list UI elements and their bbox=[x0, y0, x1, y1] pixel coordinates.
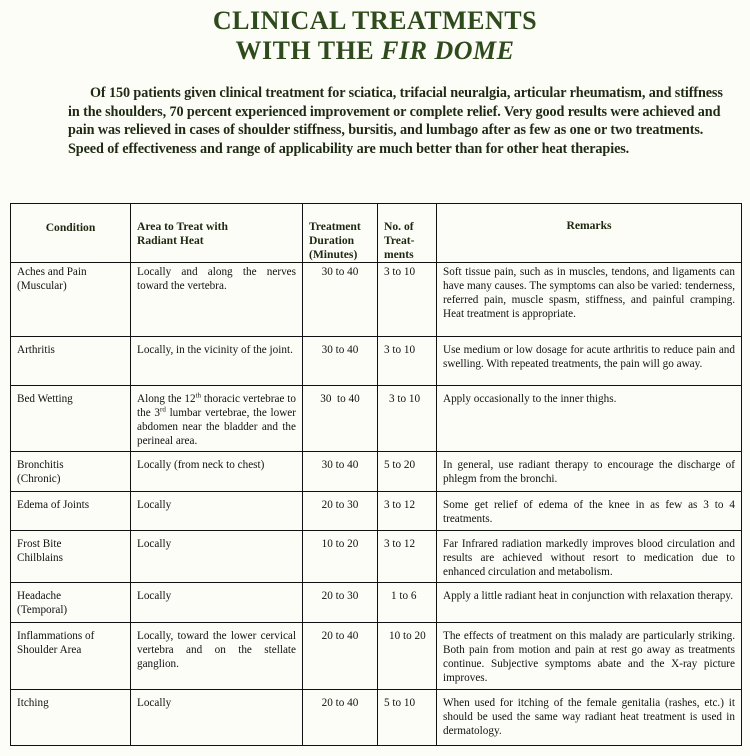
area-text-part-2: thoracic vertebrae to the 3 bbox=[137, 392, 296, 419]
cell-remarks: Use medium or low dosage for acute arthritis to reduce pain and swelling. With repeated treatments, the pain will go away. bbox=[437, 337, 742, 385]
table-row bbox=[11, 492, 742, 530]
cell-area bbox=[131, 385, 303, 451]
condition-line-2: Shoulder Area bbox=[17, 644, 82, 657]
cell-condition bbox=[11, 530, 131, 582]
cell-remarks: Soft tissue pain, such as in muscles, tendons, and ligaments can have many causes. The symptoms can also be varied: tenderness, referred pain, muscle spasm, stiffness, and painful cramping. Heat treatment is appropriate. bbox=[437, 263, 742, 337]
header-remarks-label: Remarks bbox=[566, 219, 612, 232]
cell-remarks: Apply a little radiant heat in conjunction with relaxation therapy. bbox=[437, 582, 742, 622]
cell-duration: 10 to 20 bbox=[303, 530, 378, 582]
cell-area: Locally, toward the lower cervical vertebra and on the stellate ganglion. bbox=[131, 623, 303, 689]
cell-treatments: 3 to 10 bbox=[378, 385, 437, 451]
header-number-line-2: Treat- bbox=[384, 234, 415, 247]
cell-remarks: Some get relief of edema of the knee in as few as 3 to 4 treatments. bbox=[437, 492, 742, 530]
cell-treatments: 3 to 12 bbox=[378, 530, 437, 582]
intro-paragraph: Of 150 patients given clinical treatment for sciatica, trifacial neuralgia, articular rheumatism, and stiffness in the shoulders, 70 percent experienced improvement or complete relief. Very good results were achieved and pain was relieved in cases of shoulder stiffness, bursitis, and lumbago after as few as one or two treatments. Speed of effectiveness and range of applicability are much better than for other heat therapies. bbox=[68, 85, 723, 157]
header-area-line-2: Radiant Heat bbox=[137, 234, 204, 247]
cell-treatments: 1 to 6 bbox=[378, 582, 437, 622]
cell-condition bbox=[11, 623, 131, 689]
cell-condition bbox=[11, 582, 131, 622]
cell-duration: 30 to 40 bbox=[303, 385, 378, 451]
cell-treatments: 5 to 10 bbox=[378, 689, 437, 745]
cell-duration: 20 to 40 bbox=[303, 689, 378, 745]
cell-duration: 20 to 40 bbox=[303, 623, 378, 689]
area-superscript-2: rd bbox=[160, 405, 166, 414]
header-area bbox=[131, 204, 303, 263]
page-title bbox=[0, 6, 750, 66]
cell-area: Locally and along the nerves toward the vertebra. bbox=[131, 263, 303, 337]
header-condition-label: Condition bbox=[45, 221, 96, 234]
condition-line-1: Itching bbox=[17, 696, 49, 709]
table-row bbox=[11, 263, 742, 337]
cell-area: Locally bbox=[131, 492, 303, 530]
title-product-name: FIR DOME bbox=[381, 36, 515, 65]
area-text-part-3: lumbar vertebrae, the lower abdomen near the bladder and the perineal area. bbox=[137, 406, 296, 447]
cell-area: Locally, in the vicinity of the joint. bbox=[131, 337, 303, 385]
cell-condition bbox=[11, 452, 131, 492]
treatments-table bbox=[10, 203, 742, 746]
condition-line-1: Frost Bite bbox=[17, 537, 62, 550]
cell-duration: 20 to 30 bbox=[303, 492, 378, 530]
cell-condition bbox=[11, 337, 131, 385]
condition-line-1: Headache bbox=[17, 589, 62, 602]
table-row bbox=[11, 582, 742, 622]
cell-duration: 30 to 40 bbox=[303, 263, 378, 337]
table-row bbox=[11, 385, 742, 451]
condition-line-2: Chilblains bbox=[17, 551, 63, 564]
cell-treatments: 10 to 20 bbox=[378, 623, 437, 689]
cell-remarks: The effects of treatment on this malady are particularly striking. Both pain from motion and pain at rest go away as treatments continue. Subjective symptoms abate and the X-ray picture improves. bbox=[437, 623, 742, 689]
condition-line-1: Bed Wetting bbox=[17, 392, 73, 405]
table-row bbox=[11, 452, 742, 492]
table-row bbox=[11, 337, 742, 385]
condition-line-1: Aches and Pain bbox=[17, 266, 87, 278]
condition-line-2: (Muscular) bbox=[17, 280, 67, 292]
cell-treatments: 3 to 12 bbox=[378, 492, 437, 530]
cell-treatments: 5 to 20 bbox=[378, 452, 437, 492]
cell-condition bbox=[11, 689, 131, 745]
cell-remarks: Far Infrared radiation markedly improves blood circulation and results are achieved without resort to medication due to enhanced circulation and metabolism. bbox=[437, 530, 742, 582]
cell-area: Locally bbox=[131, 530, 303, 582]
cell-duration: 20 to 30 bbox=[303, 582, 378, 622]
table-row bbox=[11, 623, 742, 689]
header-number-line-1: No. of bbox=[384, 220, 414, 233]
cell-duration: 30 to 40 bbox=[303, 337, 378, 385]
header-duration-line-3: (Minutes) bbox=[309, 248, 358, 261]
title-line-1: CLINICAL TREATMENTS bbox=[212, 6, 538, 35]
title-line-2-prefix: WITH THE bbox=[235, 36, 382, 65]
table-header-row bbox=[11, 204, 742, 263]
area-text-part-1: Along the 12 bbox=[137, 392, 196, 405]
header-remarks bbox=[437, 204, 742, 263]
condition-line-1: Inflammations of bbox=[17, 630, 95, 643]
header-number-line-3: ments bbox=[384, 248, 414, 261]
condition-line-1: Bronchitis bbox=[17, 459, 64, 472]
area-superscript-1: th bbox=[195, 391, 202, 400]
cell-duration: 30 to 40 bbox=[303, 452, 378, 492]
cell-treatments: 3 to 10 bbox=[378, 263, 437, 337]
condition-line-2: (Temporal) bbox=[17, 603, 68, 616]
condition-line-2: (Chronic) bbox=[17, 473, 61, 486]
header-duration-line-1: Treatment bbox=[309, 220, 361, 233]
cell-remarks: When used for itching of the female genitalia (rashes, etc.) it should be used the same way radiant heat treatment is used in dermatology. bbox=[437, 689, 742, 745]
cell-remarks: In general, use radiant therapy to encourage the discharge of phlegm from the bronchi. bbox=[437, 452, 742, 492]
header-area-line-1: Area to Treat with bbox=[137, 220, 228, 233]
header-duration-line-2: Duration bbox=[309, 234, 355, 247]
table-row bbox=[11, 689, 742, 745]
condition-line-1: Edema of Joints bbox=[17, 499, 90, 512]
header-duration bbox=[303, 204, 378, 263]
cell-area: Locally (from neck to chest) bbox=[131, 452, 303, 492]
cell-condition bbox=[11, 492, 131, 530]
header-condition bbox=[11, 204, 131, 263]
condition-line-1: Arthritis bbox=[17, 344, 55, 357]
title-line-2 bbox=[0, 36, 750, 66]
cell-area: Locally bbox=[131, 689, 303, 745]
cell-treatments: 3 to 10 bbox=[378, 337, 437, 385]
cell-area: Locally bbox=[131, 582, 303, 622]
cell-condition bbox=[11, 263, 131, 337]
header-number-of-treatments bbox=[378, 204, 437, 263]
cell-remarks: Apply occasionally to the inner thighs. bbox=[437, 385, 742, 451]
table-row bbox=[11, 530, 742, 582]
cell-condition bbox=[11, 385, 131, 451]
